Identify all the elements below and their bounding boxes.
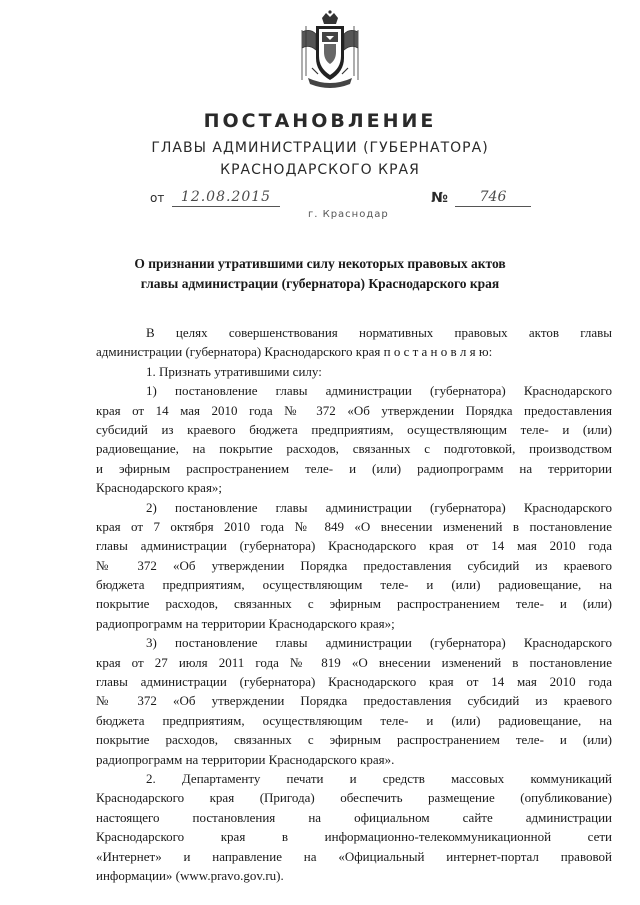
body-line: 1) постановление главы администрации (губернатора) Краснодарского	[146, 383, 612, 399]
body-line: администрации (губернатора) Краснодарского края п о с т а н о в л я ю:	[96, 344, 493, 360]
body-line: покрытие расходов, связанных с эфирным распространением теле- и (или)	[96, 732, 612, 748]
body-line: 1. Признать утратившими силу:	[146, 363, 322, 379]
body-line: 2) постановление главы администрации (губернатора) Краснодарского	[146, 499, 612, 515]
body-line: 2. Департаменту печати и средств массовых коммуникаций	[146, 770, 612, 786]
body-line: главы администрации (губернатора) Краснодарского края от 14 мая 2010 года	[96, 538, 612, 554]
body-line: «Интернет» и направление на «Официальный интернет-портал правовой	[96, 848, 612, 864]
body-line: Краснодарского края в информационно-телекоммуникационной сети	[96, 829, 612, 845]
body-line: субсидий из краевого бюджета предприятиям, осуществляющим теле- и (или)	[96, 421, 612, 437]
body-line: и эфирным распространением теле- и (или) радиопрограмм на территории	[96, 460, 612, 476]
body-line: № 372 «Об утверждении Порядка предоставления субсидий из краевого	[96, 557, 612, 573]
date-label: от	[150, 191, 165, 205]
body-line: Краснодарского края»;	[96, 480, 223, 496]
document-type-title: ПОСТАНОВЛЕНИЕ	[203, 110, 437, 132]
krasnodar-coat-of-arms-icon	[296, 10, 364, 94]
body-line: края от 14 мая 2010 года № 372 «Об утверждении Порядка предоставления	[96, 402, 612, 418]
body-line: Краснодарского края (Пригода) обеспечить размещение (опубликование)	[96, 790, 612, 806]
body-line: покрытие расходов, связанных с эфирным распространением теле- и (или)	[96, 596, 612, 612]
body-line: 3) постановление главы администрации (губернатора) Краснодарского	[146, 635, 612, 651]
issuer-line-1: ГЛАВЫ АДМИНИСТРАЦИИ (ГУБЕРНАТОРА)	[151, 140, 489, 156]
body-line: радиопрограмм на территории Краснодарского края»;	[96, 615, 395, 631]
subject-line-2: главы администрации (губернатора) Краснодарского края	[140, 276, 500, 291]
subject-line-1: О признании утратившими силу некоторых правовых актов	[134, 256, 506, 271]
body-line: бюджета предприятиям, осуществляющим теле- и (или) радиовещание, на	[96, 712, 612, 728]
body-line: радиопрограмм на территории Краснодарского края».	[96, 751, 395, 767]
handwritten-date: 12.08.2015	[172, 188, 280, 207]
body-line: радиовещание, на покрытие расходов, связанных с подготовкой, производством	[96, 441, 612, 457]
body-line: настоящего постановления на официальном сайте администрации	[96, 809, 612, 825]
body-line: информации» (www.pravo.gov.ru).	[96, 867, 284, 883]
document-body	[96, 323, 612, 885]
body-line: края от 27 июля 2011 года № 819 «О внесении изменений в постановление	[96, 654, 612, 670]
issuer-line-2: КРАСНОДАРСКОГО КРАЯ	[220, 162, 420, 178]
body-line: № 372 «Об утверждении Порядка предоставления субсидий из краевого	[96, 693, 612, 709]
number-label: №	[431, 190, 448, 206]
city-name: г. Краснодар	[308, 209, 389, 220]
handwritten-number: 746	[455, 188, 531, 207]
body-line: края от 7 октября 2010 года № 849 «О внесении изменений в постановление	[96, 518, 612, 534]
body-line: бюджета предприятиям, осуществляющим теле- и (или) радиовещание, на	[96, 577, 612, 593]
body-line: В целях совершенствования нормативных правовых актов главы	[146, 325, 612, 340]
body-line: главы администрации (губернатора) Краснодарского края от 14 мая 2010 года	[96, 674, 612, 690]
